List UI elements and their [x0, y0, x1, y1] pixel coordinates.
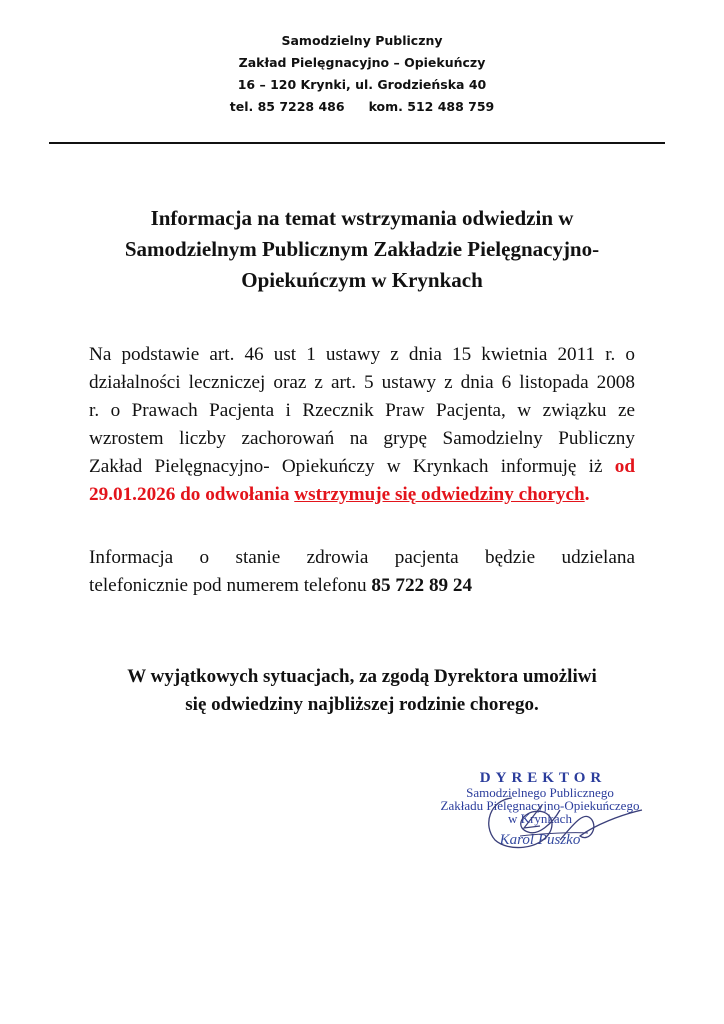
letterhead-phone: tel. 85 7228 486 — [229, 99, 345, 114]
letterhead — [0, 30, 724, 118]
highlight-date: 29.01.2026 do odwołania — [89, 484, 295, 505]
letterhead-address: 16 – 120 Krynki, ul. Grodzieńska 40 — [237, 77, 487, 92]
paragraph-text: Zakład Pielęgnacyjno- Opiekuńczy w Krynkach informuję iż — [89, 456, 615, 477]
paragraph-line: Informacja o stanie zdrowia pacjenta będzie udzielana — [89, 547, 635, 568]
stamp-line: Zakładu Pielęgnacyjno-Opiekuńczego — [440, 798, 640, 813]
paragraph-line: wzrostem liczby zachorowań na grypę Samodzielny Publiczny — [89, 428, 635, 449]
paragraph-line: r. o Prawach Pacjenta i Rzecznik Praw Pacjenta, w związku ze — [89, 400, 635, 421]
handwritten-signature — [420, 770, 660, 870]
highlight-visits-suspended: wstrzymuje się odwiedziny chorych — [294, 484, 585, 505]
stamp-name: Karol Puszko — [499, 832, 581, 848]
stamp-title: DYREKTOR — [479, 770, 607, 786]
title-line: Opiekuńczym w Krynkach — [241, 268, 483, 292]
highlight-from: od — [614, 456, 635, 477]
info-paragraph — [89, 544, 635, 600]
director-stamp — [420, 770, 660, 870]
paragraph-line: działalności leczniczej oraz z art. 5 ustawy z dnia 6 listopada 2008 — [89, 372, 635, 393]
highlight-period: . — [584, 484, 590, 505]
paragraph-text: telefonicznie pod numerem telefonu — [89, 575, 372, 596]
letterhead-institution: Samodzielny Publiczny — [281, 33, 443, 48]
paragraph-line: Na podstawie art. 46 ust 1 ustawy z dnia 15 kwietnia 2011 r. o — [89, 344, 635, 365]
title-line: Informacja na temat wstrzymania odwiedzin w — [150, 206, 574, 230]
main-paragraph — [89, 341, 635, 509]
header-divider — [49, 142, 665, 144]
letterhead-facility: Zakład Pielęgnacyjno – Opiekuńczy — [238, 55, 486, 70]
contact-phone-number: 85 722 89 24 — [371, 575, 473, 596]
closing-line: W wyjątkowych sytuacjach, za zgodą Dyrektora umożliwi — [127, 666, 597, 687]
paragraph-line — [89, 453, 635, 481]
closing-note — [60, 663, 664, 719]
document-title — [40, 203, 684, 296]
letterhead-contacts — [0, 96, 724, 118]
closing-line: się odwiedziny najbliższej rodzinie chorego. — [185, 694, 539, 715]
letterhead-mobile: kom. 512 488 759 — [368, 99, 495, 114]
stamp-line: w Krynkach — [508, 811, 572, 826]
title-line: Samodzielnym Publicznym Zakładzie Pielęgnacyjno- — [124, 237, 600, 261]
paragraph-line — [89, 481, 635, 509]
stamp-line: Samodzielnego Publicznego — [466, 785, 614, 800]
paragraph-line — [89, 572, 635, 600]
